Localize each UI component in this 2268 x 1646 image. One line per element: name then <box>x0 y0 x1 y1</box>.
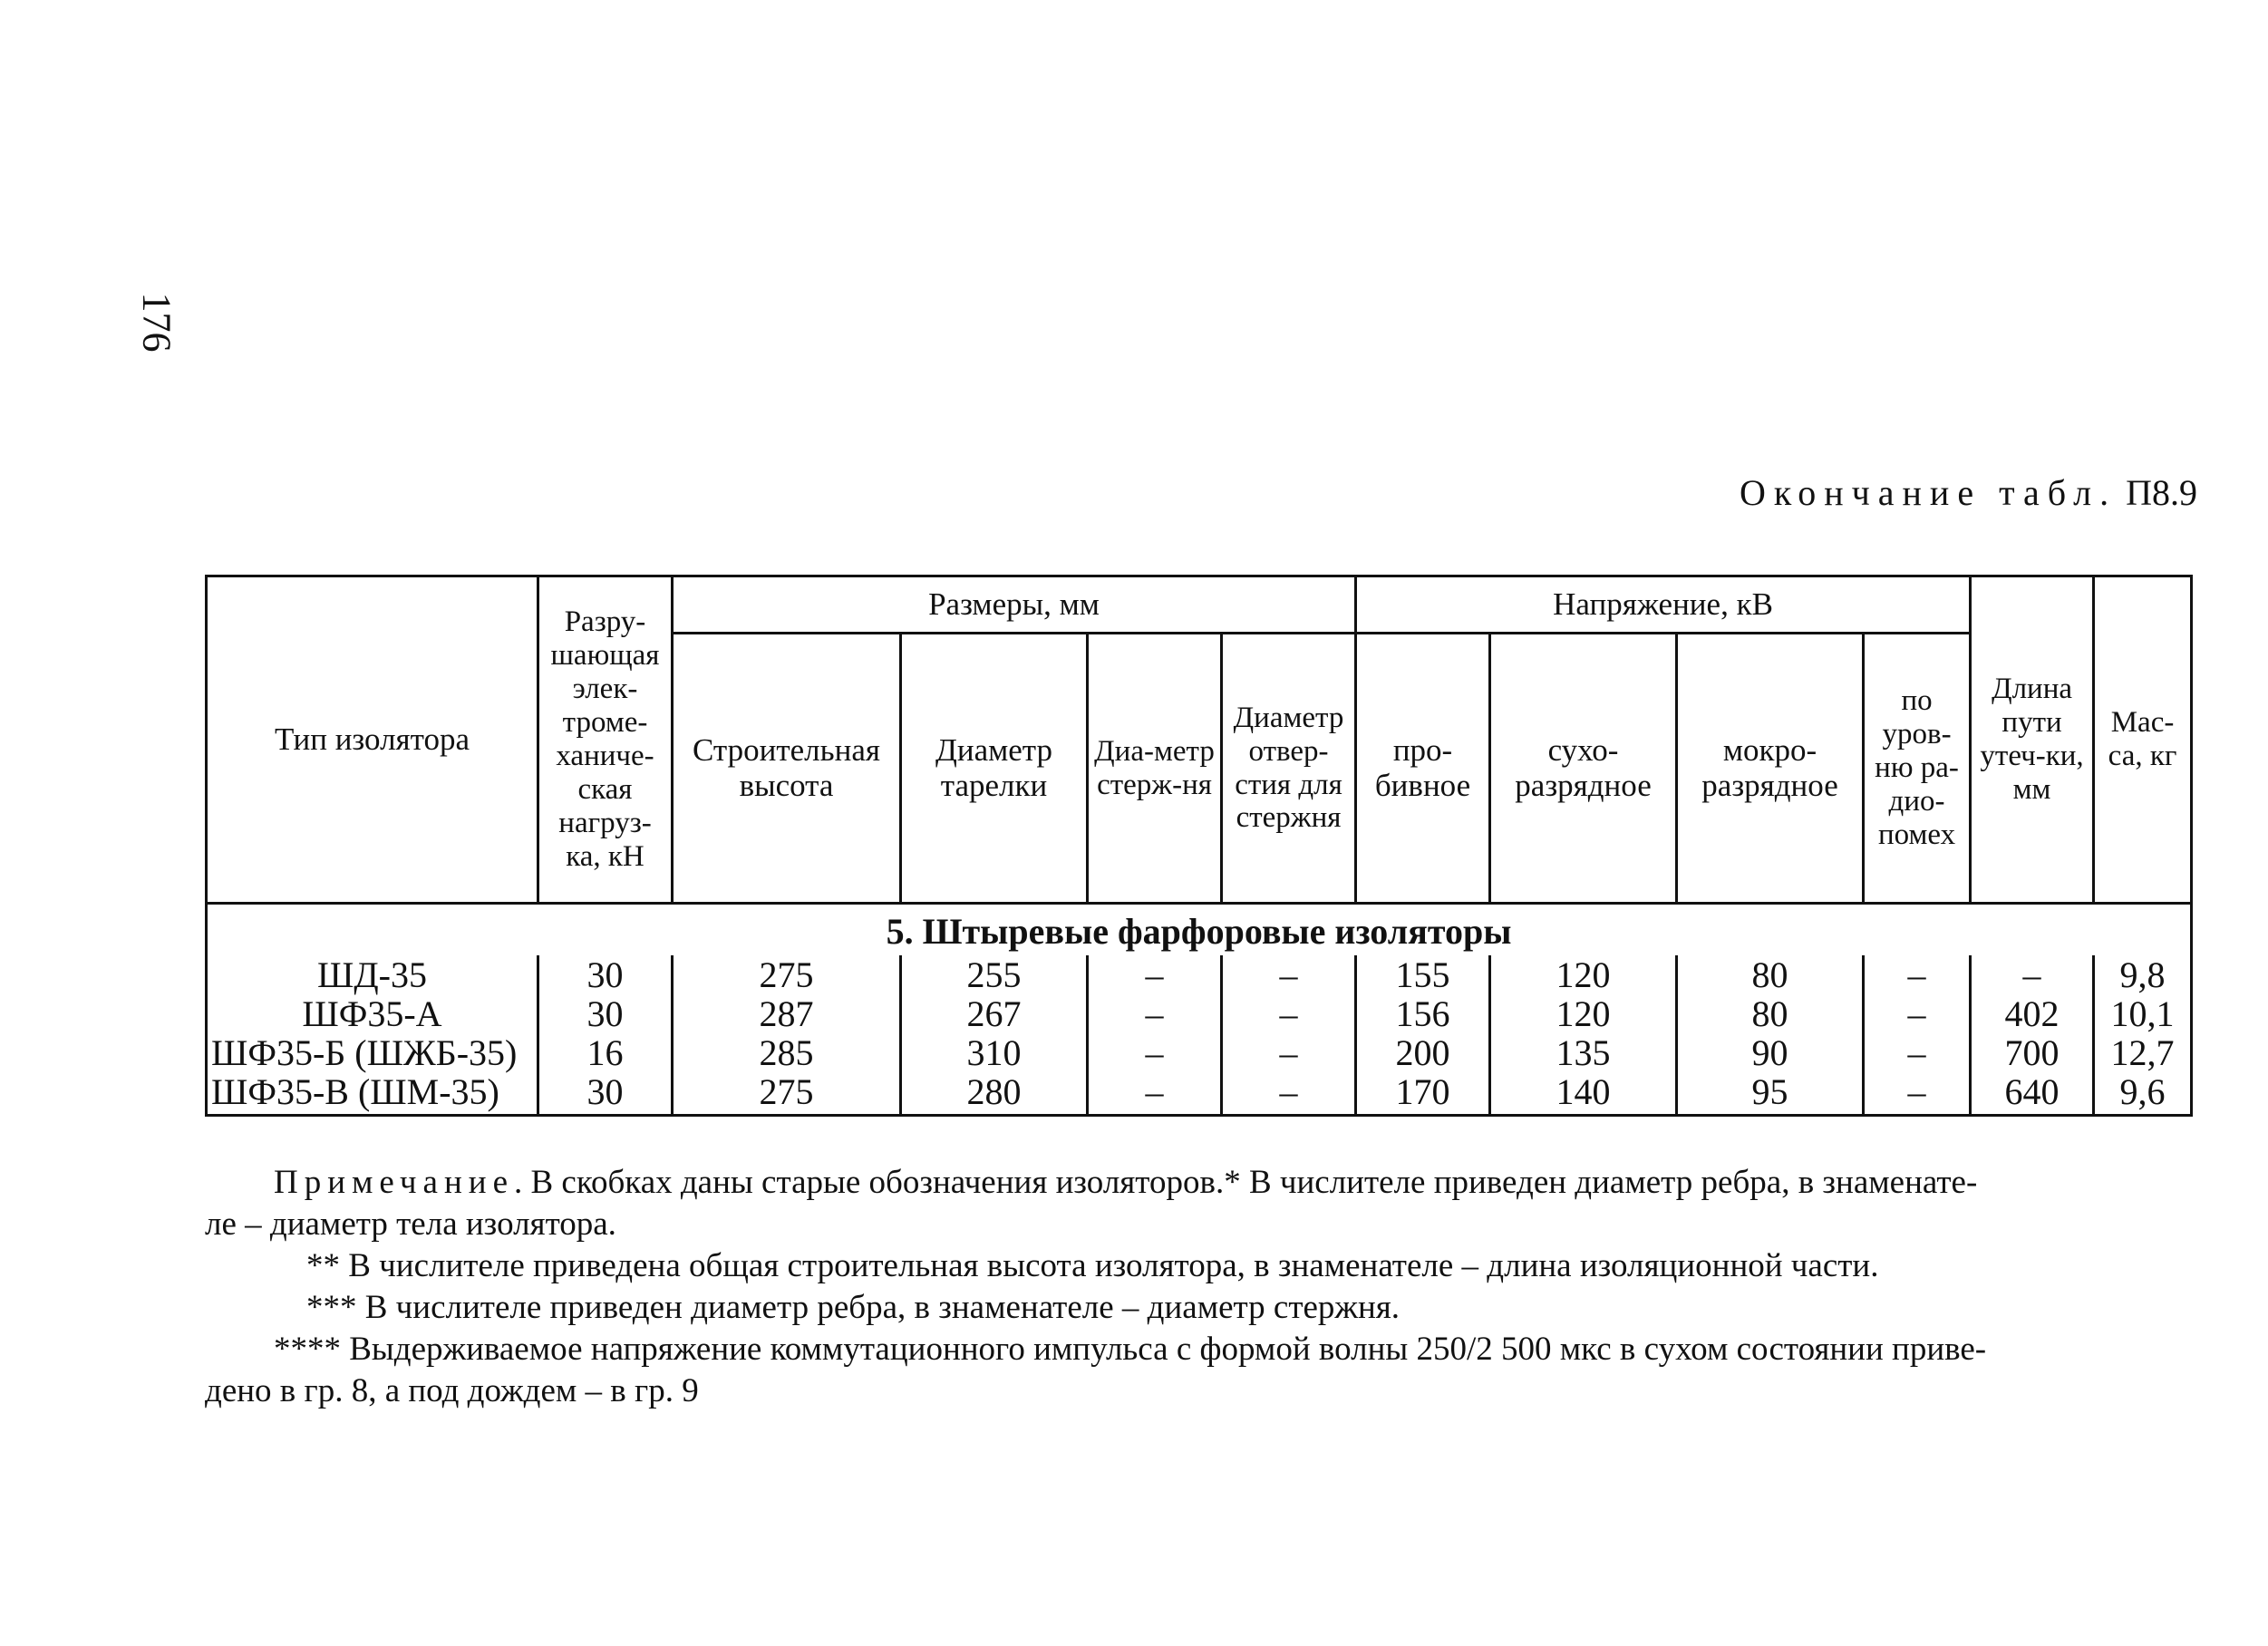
table-row <box>207 1072 2192 1116</box>
note-label: Примечание <box>274 1164 514 1201</box>
cell-rod-diameter: – <box>1088 955 1222 994</box>
cell-radio-interference: – <box>1864 994 1971 1033</box>
header-load: Разру-шающая элек-троме-ханиче-ская нагруз-ка, кН <box>538 576 673 904</box>
section-row <box>207 904 2192 956</box>
cell-leakage-path: 402 <box>1971 994 2094 1033</box>
cell-breakdown: 200 <box>1356 1033 1490 1072</box>
header-plate-diameter: Диаметр тарелки <box>901 634 1088 904</box>
table-notes <box>205 1162 2186 1412</box>
page-number: 176 <box>134 292 179 353</box>
table-row <box>207 1033 2192 1072</box>
header-radio-interference: по уров-ню ра-дио-помех <box>1864 634 1971 904</box>
cell-dry-discharge: 135 <box>1490 1033 1677 1072</box>
header-mass: Мас-са, кг <box>2094 576 2192 904</box>
note-line: ** В числителе приведена общая строительная высота изолятора, в знаменателе – длина изоляционной части. <box>306 1247 1879 1284</box>
cell-radio-interference: – <box>1864 1033 1971 1072</box>
cell-breakdown: 155 <box>1356 955 1490 994</box>
cell-wet-discharge: 80 <box>1677 994 1864 1033</box>
cell-height: 285 <box>673 1033 901 1072</box>
cell-height: 275 <box>673 955 901 994</box>
header-breakdown: про-бивное <box>1356 634 1490 904</box>
cell-radio-interference: – <box>1864 1072 1971 1116</box>
header-rod-diameter: Диа-метр стерж-ня <box>1088 634 1222 904</box>
cell-plate-diameter: 310 <box>901 1033 1088 1072</box>
cell-dry-discharge: 120 <box>1490 955 1677 994</box>
note-line: дено в гр. 8, а под дождем – в гр. 9 <box>205 1372 699 1409</box>
section-title: 5. Штыревые фарфоровые изоляторы <box>207 904 2192 956</box>
cell-breakdown: 156 <box>1356 994 1490 1033</box>
cell-hole-diameter: – <box>1222 994 1356 1033</box>
cell-mass: 9,6 <box>2094 1072 2192 1116</box>
cell-hole-diameter: – <box>1222 1072 1356 1116</box>
cell-type: ШФ35-Б (ШЖБ-35) <box>207 1033 538 1072</box>
cell-plate-diameter: 280 <box>901 1072 1088 1116</box>
cell-dry-discharge: 140 <box>1490 1072 1677 1116</box>
cell-hole-diameter: – <box>1222 1033 1356 1072</box>
table-caption <box>1740 471 2197 514</box>
header-dimensions-group: Размеры, мм <box>673 576 1356 634</box>
cell-dry-discharge: 120 <box>1490 994 1677 1033</box>
cell-radio-interference: – <box>1864 955 1971 994</box>
note-line <box>205 1162 2186 1204</box>
table-body <box>207 904 2192 1116</box>
cell-wet-discharge: 90 <box>1677 1033 1864 1072</box>
cell-type: ШФ35-А <box>207 994 538 1033</box>
cell-rod-diameter: – <box>1088 1033 1222 1072</box>
cell-type: ШД-35 <box>207 955 538 994</box>
cell-load: 30 <box>538 955 673 994</box>
cell-height: 287 <box>673 994 901 1033</box>
cell-height: 275 <box>673 1072 901 1116</box>
cell-type: ШФ35-В (ШМ-35) <box>207 1072 538 1116</box>
table-row <box>207 955 2192 994</box>
note-line: ле – диаметр тела изолятора. <box>205 1205 616 1243</box>
cell-wet-discharge: 80 <box>1677 955 1864 994</box>
cell-plate-diameter: 267 <box>901 994 1088 1033</box>
table-caption-label: Окончание табл. <box>1739 472 2118 513</box>
cell-mass: 12,7 <box>2094 1033 2192 1072</box>
header-wet-discharge: мокро-разрядное <box>1677 634 1864 904</box>
cell-rod-diameter: – <box>1088 1072 1222 1116</box>
insulator-spec-table <box>205 575 2193 1117</box>
header-hole-diameter: Диаметр отвер-стия для стержня <box>1222 634 1356 904</box>
cell-hole-diameter: – <box>1222 955 1356 994</box>
cell-leakage-path: 700 <box>1971 1033 2094 1072</box>
header-voltage-group: Напряжение, кВ <box>1356 576 1971 634</box>
table-row <box>207 994 2192 1033</box>
header-height: Строительная высота <box>673 634 901 904</box>
note-text: . В скобках даны старые обозначения изоляторов.* В числителе приведен диаметр ребра, в знаменате- <box>514 1164 1978 1201</box>
header-type: Тип изолятора <box>207 576 538 904</box>
cell-mass: 10,1 <box>2094 994 2192 1033</box>
note-line: *** В числителе приведен диаметр ребра, в знаменателе – диаметр стержня. <box>306 1289 1401 1326</box>
cell-wet-discharge: 95 <box>1677 1072 1864 1116</box>
cell-load: 30 <box>538 994 673 1033</box>
header-dry-discharge: сухо-разрядное <box>1490 634 1677 904</box>
cell-breakdown: 170 <box>1356 1072 1490 1116</box>
table-caption-number: П8.9 <box>2126 472 2197 513</box>
cell-load: 30 <box>538 1072 673 1116</box>
header-leakage-path: Длина пути утеч-ки, мм <box>1971 576 2094 904</box>
cell-mass: 9,8 <box>2094 955 2192 994</box>
cell-rod-diameter: – <box>1088 994 1222 1033</box>
cell-leakage-path: 640 <box>1971 1072 2094 1116</box>
cell-plate-diameter: 255 <box>901 955 1088 994</box>
note-line: **** Выдерживаемое напряжение коммутационного импульса с формой волны 250/2 500 мкс в сухом состоянии приве- <box>274 1331 1987 1368</box>
table-header <box>207 576 2192 904</box>
cell-leakage-path: – <box>1971 955 2094 994</box>
cell-load: 16 <box>538 1033 673 1072</box>
